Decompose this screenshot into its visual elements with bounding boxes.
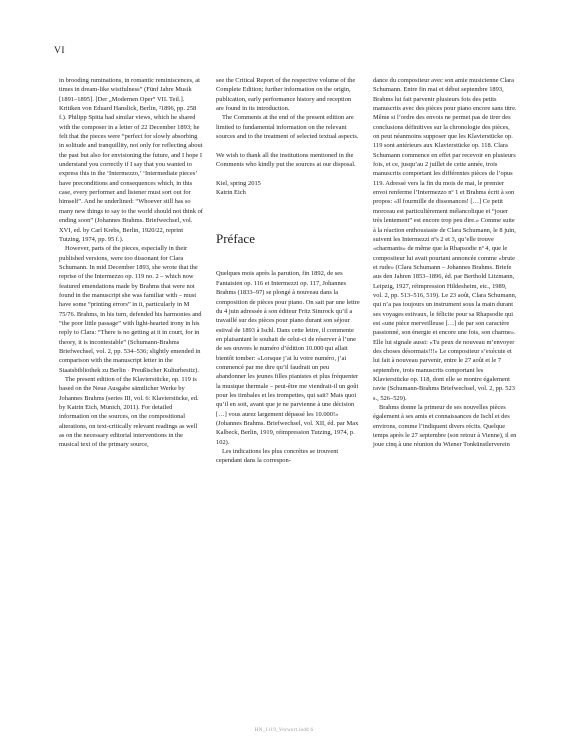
section-heading-preface: Préface <box>216 231 255 247</box>
column-french <box>373 76 517 450</box>
english-paragraph-4: see the Critical Report of the respective volume of the Complete Edition; further information on the origin, publication, early performance history and reception are found in its introduction. <box>216 77 356 113</box>
column-middle <box>216 76 360 466</box>
acknowledgement: We wish to thank all the institutions mentioned in the Comments who kindly put the sources at our disposal. <box>216 151 356 169</box>
column-english <box>59 76 203 450</box>
french-paragraph-3: dance du compositeur avec son amie musicienne Clara Schumann. Entre fin mai et début septembre 1893, Brahms lui fait parvenir plusieurs fois des petits manuscrits avec des pièces pour piano encore sans titre. Même si l’ordre des envois ne permet pas de tirer des conclusions définitives sur la chronologie des pièces, on peut néanmoins supposer que les Klavierstücke op. 119 sont antérieurs aux Klavierstücke op. 118. Clara Schumann commence en effet par recevoir en plusieurs fois, et ce, jusqu’au 2 juillet de cette année, trois manuscrits comportant les différentes pièces de l’opus 119. Adressé vers la fin du mois de mai, le premier envoi renferme l’Intermezzo nº 1 et Brahms écrit à son propos: «Il fourmille de dissonances! […] Ce petit morceau est particulièrement mélancolique et “jouer très lentement” est encore trop peu dire.» Comme suite à la réaction enthousiaste de Clara Schumann, le 8 juin, suivent les Intermezzi nºs 2 et 3, qu’elle trouve «charmants» de même que la Rhapsodie nº 4, que le compositeur lui avait pourtant annoncée comme «brute et rude» (Clara Schumann – Johannes Brahms. Briefe aus den Jahren 1853–1896, éd. par Berthold Litzmann, Leipzig, 1927, réimpression Hildesheim, etc., 1989, vol. 2, pp. 513–516, 519). Le 23 août, Clara Schumann, qui n’a pas toujours un instrument sous la main durant ses voyages estivaux, le félicite pour sa Rhapsodie qui est «une pièce merveilleuse […] de par son caractère passionné, son énergie et encore une fois, son charme». Elle lui signale aussi: «Tu peux de nouveau m’envoyer des choses désormais!!!» Le compositeur s’exécute et lui fait à nouveau parvenir, entre le 27 août et le 7 septembre, trois manuscrits comportant les Klavierstücke op. 118, dont elle se montre également ravie (Schumann-Brahms Briefwechsel, vol. 2, pp. 523 s., 526–529). <box>373 77 517 402</box>
print-slug: HN_1119_Vorwort.indd 6 <box>254 728 314 733</box>
french-paragraph-4: Brahms donne la primeur de ses nouvelles pièces également à ses amis et connaissances de Ischl et des environs, comme l’indiquent divers récits. Quelque temps après le 27 septembre (son retour à Vienne), il en joue cinq à une réunion du Wiener Tonkünstlerverein <box>373 404 517 449</box>
english-paragraph-1: in brooding ruminations, in romantic reminiscences, at times in dream-like wistfulness” (Fünf Jahre Musik [1891–1895]. [Der „Modernen Oper“ VII. Teil.]. Kritiken von Eduard Hanslick, Berlin, ²1896, pp. 258 f.). Philipp Spitta had similar views, which he shared with the composer in a letter of 22 December 1893; he felt that the pieces were “perfect for slowly absorbing in solitude and tranquillity, not only for reflecting about the past but also for envisioning the future, and I hope I understand you correctly if I say that you wanted to express this in the ‘Intermezzo,’ ‘Intermediate pieces’ have preconditions and consequences which, in this case, every performer and listener must sort out for himself”. And he underlined: “Whoever still has so many new things to say to the world should not think of ending soon” (Johannes Brahms. Briefwechsel, vol. XVI, ed. by Carl Krebs, Berlin, 1920/22, reprint Tutzing, 1974, pp. 95 f.). <box>59 77 203 243</box>
english-paragraph-3: The present edition of the Klavierstücke, op. 119 is based on the Neue Ausgabe sämtlicher Werke by Johannes Brahms (series III, vol. 6: Klavierstücke, ed. by Katrin Eich, Munich, 2011). For detailed information on the sources, on the compositional alterations, on text-critically relevant readings as well as on the necessary editorial interventions in the musical text of the primary source, <box>59 376 199 449</box>
english-paragraph-5: The Comments at the end of the present edition are limited to fundamental information on the relevant sources and to the treatment of selected textual aspects. <box>216 114 359 141</box>
page-number: VI <box>54 46 66 56</box>
english-paragraph-2: However, parts of the pieces, especially in their published versions, were too dissonant for Clara Schumann. In mid December 1893, she wrote that the reprise of the Intermezzo op. 119 no. 2 – which now featured emendations made by Brahms that were not found in the manuscript she was familiar with – must have some “printing errors” in it, particularly in M 75/76. Brahms, in his turn, defended his harmonies and “the poor little passage” with light-hearted irony in his reply to Clara: “There is no getting at it in court, for in theory, it is incontestable” (Schumann-Brahms Briefwechsel, vol. 2, pp. 534–536; slightly emended in comparison with the manuscript letter in the Staatsbibliothek zu Berlin · Preußischer Kulturbesitz). <box>59 245 202 374</box>
french-paragraph-2: Les indications les plus concrètes se trouvent cependant dans la correspon- <box>216 448 339 465</box>
place-date: Kiel, spring 2015 <box>216 179 261 187</box>
author-name: Katrin Eich <box>216 189 246 197</box>
french-paragraph-1: Quelques mois après la parution, fin 1892, de ses Fantaisien op. 116 et Intermezzi op. 117, Johannes Brahms (1833–97) se plongé à nouveau dans la composition de pièces pour piano. On sait par une lettre du 4 juin adressée à son éditeur Fritz Simrock qu’il a travaillé sur des pièces pour piano durant son séjour estival de 1893 à Ischl. Dans cette lettre, il commente en plaisantant le souhait de celui-ci de réserver à l’une de ses œuvres le numéro d’édition 10.000 qui allait bientôt tomber: «Lorsque j’ai lu votre numéro, j’ai commencé par me dire qu’il faudrait un peu abandonner les jeunes filles pianistes et plus fréquenter la musique thermale – peut-être me viendrait-il un goût pour les timbales et les trompettes, qui sait? Mais quoi qu’il en soit, avant que je ne parvienne à une décision […] vous aurez largement dépassé les 10.000!» (Johannes Brahms. Briefwechsel, vol. XII, éd. par Max Kalbeck, Berlin, 1919, réimpression Tutzing, 1974, p. 102). <box>216 270 360 446</box>
